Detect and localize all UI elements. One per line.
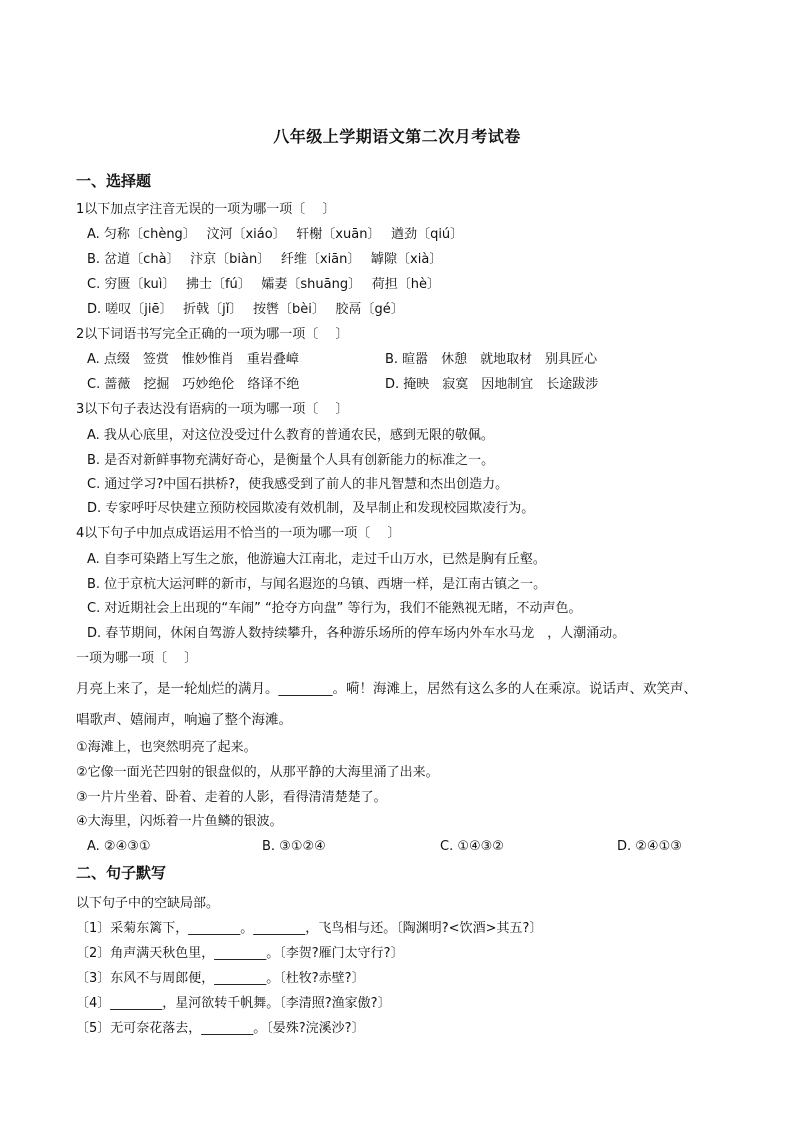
question-3-stem: 3以下句子表达没有语病的一项为哪一项〔 〕 (76, 402, 349, 417)
dictation-item-1: 〔1〕采菊东篱下，________。________，飞鸟相与还。〔陶渊明?<饮酒>其五?〕 (76, 921, 543, 936)
question-3-option-d: D. 专家呼吁尽快建立预防校园欺凌有效机制，及早制止和发现校园欺凌行为。 (87, 501, 535, 516)
question-1-option-c: C. 穷匮〔kuì〕 拂士〔fú〕 孀妻〔shuāng〕 荷担〔hè〕 (87, 277, 440, 292)
question-1-option-a: A. 匀称〔chèng〕 汶河〔xiáo〕 轩榭〔xuān〕 遒劲〔qiú〕 (87, 227, 464, 242)
question-5-option-a: A. ②④③① (87, 839, 151, 854)
question-2-option-a: A. 点缀 签赏 惟妙惟肖 重岩叠嶂 (87, 352, 299, 367)
question-4-option-b: B. 位于京杭大运河畔的新市，与闻名遐迩的乌镇、西塘一样，是江南古镇之一。 (87, 577, 547, 592)
question-3-option-c: C. 通过学习?中国石拱桥?，使我感受到了前人的非凡智慧和杰出创造力。 (87, 477, 509, 492)
question-5-item-1: ①海滩上，也突然明亮了起来。 (76, 740, 257, 755)
question-2-option-b: B. 暄嚣 休憩 就地取材 别具匠心 (385, 352, 598, 367)
dictation-item-2: 〔2〕角声满天秋色里，________。〔李贺?雁门太守行?〕 (76, 946, 404, 961)
dictation-intro: 以下句子中的空缺局部。 (76, 896, 220, 911)
page-title: 八年级上学期语文第二次月考试卷 (273, 127, 521, 146)
question-5-option-d: D. ②④①③ (617, 839, 682, 854)
question-4-stem: 4以下句子中加点成语运用不恰当的一项为哪一项〔 〕 (76, 526, 401, 541)
question-3-option-b: B. 是否对新鲜事物充满好奇心，是衡量个人具有创新能力的标准之一。 (87, 453, 495, 468)
question-1-option-d: D. 嗟叹〔jiē〕 折戟〔jǐ〕 按辔〔bèi〕 胶鬲〔gé〕 (87, 302, 404, 317)
section-heading-choice: 一、选择题 (76, 172, 152, 190)
question-3-option-a: A. 我从心底里，对这位没受过什么教育的普通农民，感到无限的敬佩。 (87, 428, 494, 443)
question-2-stem: 2以下词语书写完全正确的一项为哪一项〔 〕 (76, 327, 349, 342)
question-5-option-c: C. ①④③② (440, 839, 504, 854)
dictation-item-4: 〔4〕________，星河欲转千帆舞。〔李清照?渔家傲?〕 (76, 996, 391, 1011)
question-2-option-d: D. 掩映 寂寞 因地制宜 长途跋涉 (385, 377, 599, 392)
question-2-option-c: C. 蔷薇 挖掘 巧妙绝伦 络译不绝 (87, 377, 300, 392)
question-4-option-d: D. 春节期间，休闲自驾游人数持续攀升，各种游乐场所的停车场内外车水马龙 ，人潮涌动。 (87, 626, 626, 641)
question-5-passage-line-2: 唱歌声、嬉闹声，响遍了整个海滩。 (76, 712, 292, 728)
section-heading-dictation: 二、句子默写 (76, 864, 167, 882)
question-4-option-c: C. 对近期社会上出现的“车闹” “抢夺方向盘” 等行为，我们不能熟视无睹，不动声色。 (87, 601, 582, 616)
question-5-item-3: ③一片片坐着、卧着、走着的人影，看得清清楚楚了。 (76, 790, 387, 805)
question-5-option-b: B. ③①②④ (262, 839, 326, 854)
dictation-item-3: 〔3〕东风不与周郎便，________。〔杜牧?赤壁?〕 (76, 971, 365, 986)
question-5-item-2: ②它像一面光芒四射的银盘似的，从那平静的大海里涌了出来。 (76, 765, 439, 780)
question-1-stem: 1以下加点字注音无误的一项为哪一项〔 〕 (76, 202, 336, 217)
question-1-option-b: B. 岔道〔chà〕 汴京〔biàn〕 纤维〔xiān〕 罅隙〔xià〕 (87, 252, 443, 267)
dictation-item-5: 〔5〕无可奈花落去，________。〔晏殊?浣溪沙?〕 (76, 1021, 365, 1036)
question-5-stem: 一项为哪一项〔 〕 (76, 651, 198, 666)
question-5-passage-line-1: 月亮上来了，是一轮灿烂的满月。________。嗬！海滩上，居然有这么多的人在乘凉。说话声、欢笑声、 (76, 681, 697, 697)
question-4-option-a: A. 自李可染踏上写生之旅，他游遍大江南北，走过千山万水，已然是胸有丘壑。 (87, 552, 546, 567)
question-5-item-4: ④大海里，闪烁着一片鱼鳞的银波。 (76, 814, 283, 829)
